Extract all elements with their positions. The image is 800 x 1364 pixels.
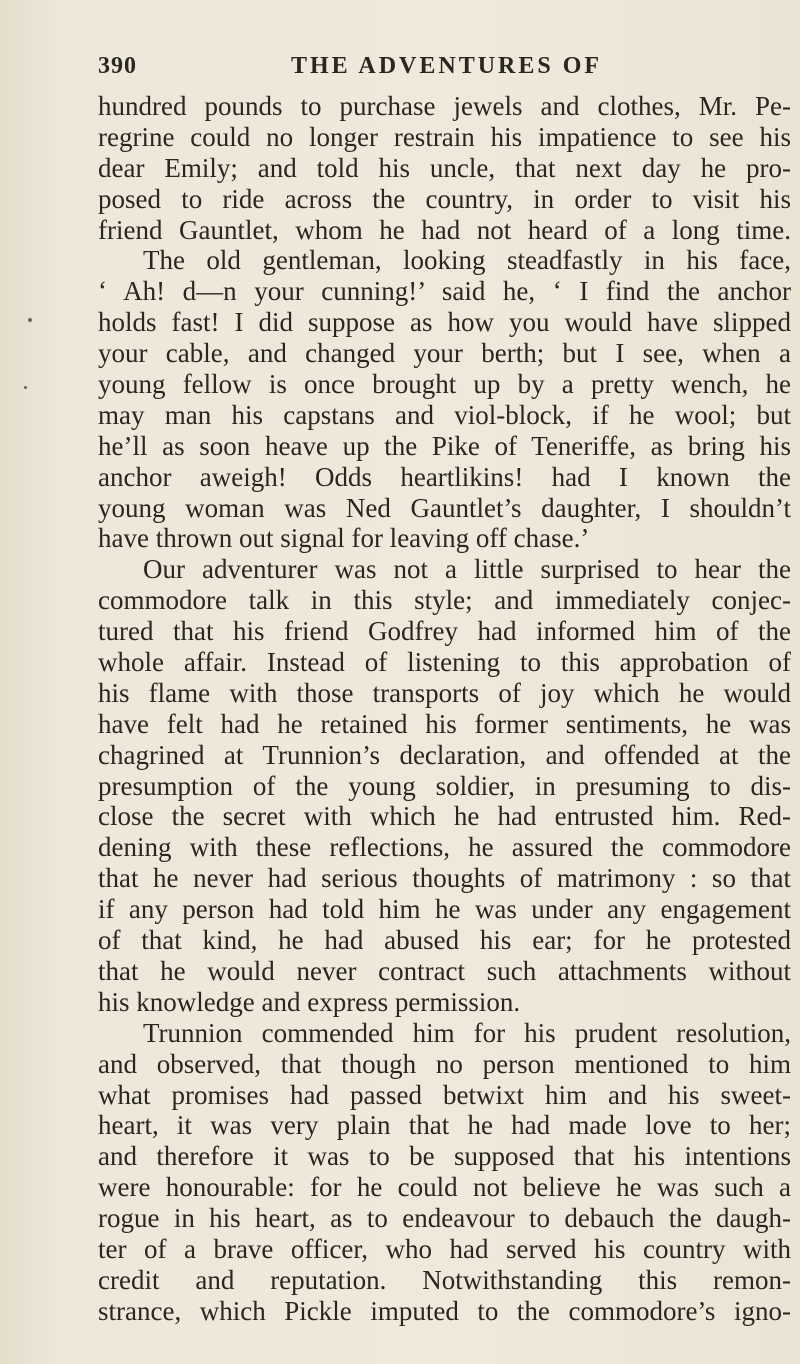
text-line: friend Gauntlet, whom he had not heard of a long time.	[98, 214, 791, 245]
text-line: young fellow is once brought up by a pretty wench, he	[98, 369, 791, 400]
text-line: ‘ Ah! d—n your cunning!’ said he, ‘ I find the anchor	[98, 276, 791, 307]
text-line: his knowledge and express permission.	[98, 986, 521, 1017]
text-line: and therefore it was to be supposed that his intentions	[98, 1141, 791, 1172]
text-line: he’ll as soon heave up the Pike of Teneriffe, as bring his	[98, 430, 791, 461]
text-line: Trunnion commended him for his prudent resolution,	[143, 1017, 791, 1048]
text-line: chagrined at Trunnion’s declaration, and offended at the	[98, 739, 791, 770]
text-line: credit and reputation. Notwithstanding this remon-	[98, 1264, 791, 1295]
running-head	[98, 50, 750, 82]
text-line: Our adventurer was not a little surprised to hear the	[143, 554, 791, 585]
text-line: holds fast! I did suppose as how you would have slipped	[98, 307, 791, 338]
text-line: close the secret with which he had entrusted him. Red-	[98, 801, 791, 832]
text-line: whole affair. Instead of listening to this approbation of	[98, 647, 791, 678]
text-line: young woman was Ned Gauntlet’s daughter, I shouldn’t	[98, 492, 791, 523]
page-speck	[28, 318, 32, 322]
text-line: what promises had passed betwixt him and his sweet-	[98, 1079, 791, 1110]
text-line: of that kind, he had abused his ear; for he protested	[98, 925, 791, 956]
text-line: that he never had serious thoughts of matrimony : so that	[98, 863, 791, 894]
text-line: tured that his friend Godfrey had informed him of the	[98, 616, 791, 647]
text-line: regrine could no longer restrain his impatience to see his	[98, 121, 791, 152]
text-line: may man his capstans and viol-block, if he wool; but	[98, 399, 791, 430]
text-line: rogue in his heart, as to endeavour to debauch the daugh-	[98, 1203, 791, 1234]
text-line: strance, which Pickle imputed to the commodore’s igno-	[98, 1295, 791, 1326]
text-line: dening with these reflections, he assured the commodore	[98, 832, 791, 863]
text-line: if any person had told him he was under any engagement	[98, 894, 791, 925]
page-number: 390	[98, 53, 137, 79]
text-line: hundred pounds to purchase jewels and clothes, Mr. Pe-	[98, 91, 791, 121]
text-line: heart, it was very plain that he had made love to her;	[98, 1110, 791, 1141]
text-line: that he would never contract such attachments without	[98, 955, 791, 986]
text-line: presumption of the young soldier, in presuming to dis-	[98, 770, 791, 801]
text-line: posed to ride across the country, in order to visit his	[98, 183, 791, 214]
text-line: have felt had he retained his former sentiments, he was	[98, 708, 791, 739]
running-title: THE ADVENTURES OF	[291, 53, 603, 79]
text-line: have thrown out signal for leaving off chase.’	[98, 523, 590, 554]
text-line: The old gentleman, looking steadfastly in his face,	[143, 245, 791, 276]
text-line: ter of a brave officer, who had served his country with	[98, 1233, 791, 1264]
text-line: your cable, and changed your berth; but I see, when a	[98, 338, 791, 369]
text-line: anchor aweigh! Odds heartlikins! had I known the	[98, 461, 791, 492]
text-line: commodore talk in this style; and immediately conjec-	[98, 585, 791, 616]
text-line: dear Emily; and told his uncle, that next day he pro-	[98, 152, 791, 183]
text-line: were honourable: for he could not believe he was such a	[98, 1172, 791, 1203]
page-speck	[24, 386, 27, 389]
body-text	[98, 91, 791, 1327]
text-line: his flame with those transports of joy which he would	[98, 677, 791, 708]
text-line: and observed, that though no person mentioned to him	[98, 1048, 791, 1079]
